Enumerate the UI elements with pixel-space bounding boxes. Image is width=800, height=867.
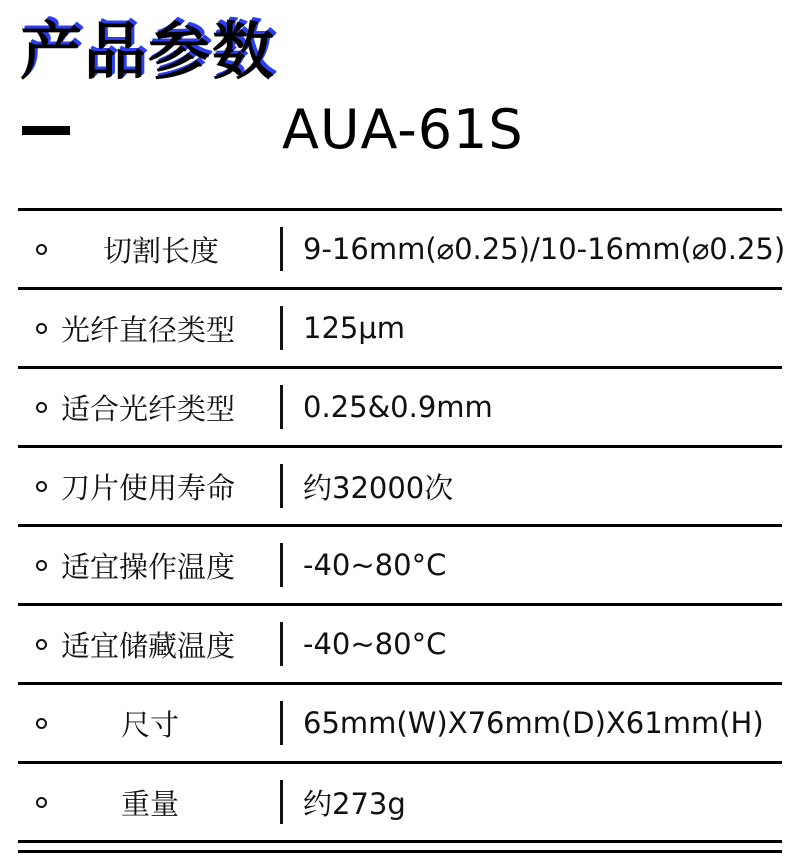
spec-value: 9-16mm(⌀0.25)/10-16mm(⌀0.25) xyxy=(303,232,786,266)
spec-row xyxy=(18,448,782,527)
spec-row xyxy=(18,527,782,606)
spec-value: -40~80°C xyxy=(303,548,447,582)
bottom-divider xyxy=(18,850,782,853)
spec-label: 重量 xyxy=(121,786,180,821)
spec-label-cell xyxy=(18,448,280,524)
model-row xyxy=(0,100,800,196)
spec-value: -40~80°C xyxy=(303,627,447,661)
spec-value-cell xyxy=(283,369,782,445)
spec-value-cell xyxy=(283,527,782,603)
spec-value-cell xyxy=(283,764,782,840)
spec-row xyxy=(18,764,782,843)
spec-value: 65mm(W)X76mm(D)X61mm(H) xyxy=(303,706,764,740)
spec-label: 适宜操作温度 xyxy=(61,549,236,584)
spec-row xyxy=(18,290,782,369)
spec-row xyxy=(18,606,782,685)
circle-bullet-icon xyxy=(36,323,47,334)
spec-row xyxy=(18,685,782,764)
spec-label-cell xyxy=(18,290,280,366)
spec-label: 适合光纤类型 xyxy=(61,391,236,426)
spec-label-cell xyxy=(18,606,280,682)
circle-bullet-icon xyxy=(36,481,47,492)
spec-value: 约32000次 xyxy=(303,470,454,505)
page-title: 产品参数 xyxy=(20,18,277,87)
dash-icon xyxy=(22,126,70,135)
circle-bullet-icon xyxy=(36,639,47,650)
spec-value: 0.25&0.9mm xyxy=(303,390,493,424)
circle-bullet-icon xyxy=(36,402,47,413)
spec-value-cell xyxy=(283,290,782,366)
spec-row xyxy=(18,369,782,448)
spec-label: 尺寸 xyxy=(121,707,180,742)
spec-value-cell xyxy=(283,211,785,287)
spec-value-cell xyxy=(283,448,782,524)
circle-bullet-icon xyxy=(36,797,47,808)
spec-value-cell xyxy=(283,685,782,761)
circle-bullet-icon xyxy=(36,244,47,255)
model-name: AUA-61S xyxy=(282,98,524,161)
spec-label-cell xyxy=(18,369,280,445)
page-header xyxy=(0,0,800,100)
spec-value: 约273g xyxy=(303,786,406,821)
spec-label-cell xyxy=(18,527,280,603)
spec-label-cell xyxy=(18,764,280,840)
spec-table xyxy=(18,208,786,843)
circle-bullet-icon xyxy=(36,718,47,729)
spec-value: 125μm xyxy=(303,311,406,345)
spec-label: 光纤直径类型 xyxy=(61,312,236,347)
spec-label-cell xyxy=(18,211,280,287)
spec-label: 刀片使用寿命 xyxy=(61,470,236,505)
spec-label: 适宜储藏温度 xyxy=(61,628,236,663)
spec-label-cell xyxy=(18,685,280,761)
spec-value-cell xyxy=(283,606,782,682)
spec-row xyxy=(18,211,786,290)
circle-bullet-icon xyxy=(36,560,47,571)
spec-label: 切割长度 xyxy=(103,233,220,268)
